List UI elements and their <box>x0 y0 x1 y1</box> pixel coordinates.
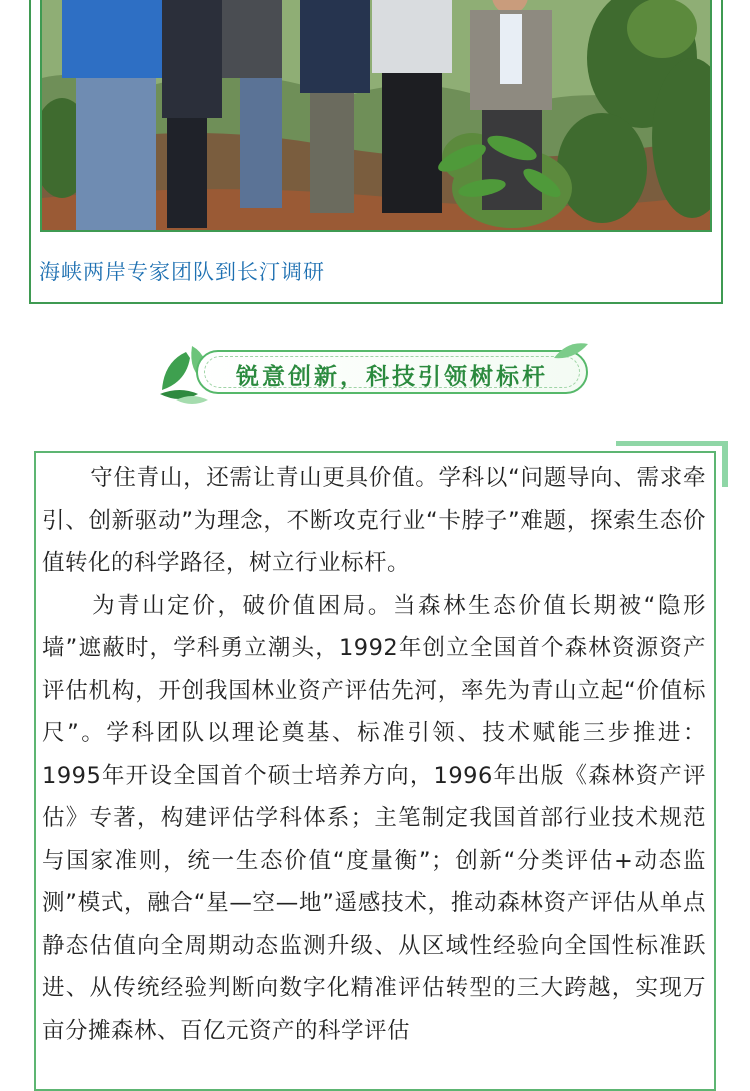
paragraph <box>36 585 714 1053</box>
paragraph-text: 为青山定价，破价值困局。当森林生态价值长期被“隐形墙”遮蔽时，学科勇立潮头，1992年创立全国首个森林资源资产评估机构，开创我国林业资产评估先河，率先为青山立起“价值标尺”。学科团队以理论奠基、标准引领、技术赋能三步推进：1995年开设全国首个硕士培养方向，1996年出版《森林资产评估》专著，构建评估学科体系；主笔制定我国首部行业技术规范与国家准则，统一生态价值“度量衡”；创新“分类评估+动态监测”模式，融合“星—空—地”遥感技术，推动森林资产评估从单点静态估值向全周期动态监测升级、从区域性经验向全国性标准跃进、从传统经验判断向数字化精准评估转型的三大跨越，实现万亩分摊森林、百亿元资产的科学评估 <box>42 592 706 1044</box>
paragraph <box>36 457 714 585</box>
field-research-photo <box>40 0 712 232</box>
article-text-box <box>34 451 716 1091</box>
section-heading <box>156 338 596 412</box>
paragraph-text: 守住青山，还需让青山更具价值。学科以“问题导向、需求牵引、创新驱动”为理念，不断攻克行业“卡脖子”难题，探索生态价值转化的科学路径，树立行业标杆。 <box>42 465 706 576</box>
leaf-sprig-icon <box>552 338 592 362</box>
photo-card <box>29 0 723 304</box>
photo-illustration <box>42 0 712 232</box>
heading-pill <box>196 350 588 394</box>
article-body <box>36 457 714 1052</box>
section-title: 锐意创新，科技引领树标杆 <box>236 364 548 390</box>
photo-caption: 海峡两岸专家团队到长汀调研 <box>39 260 325 284</box>
